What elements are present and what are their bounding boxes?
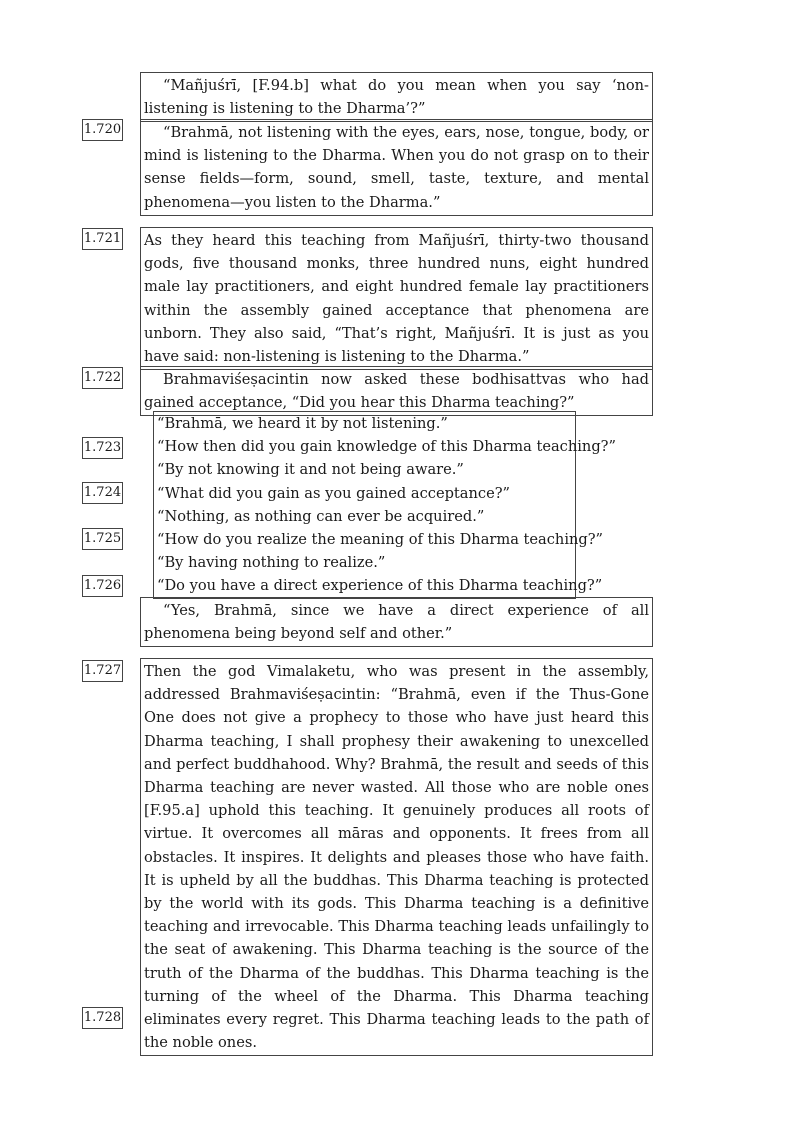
paragraph-number-1720: 1.720 xyxy=(82,119,123,141)
paragraph-text: Then the god Vimalaketu, who was present in the assembly, addressed Brahmaviśeṣacintin: “Brahmā, even if the Thus-Gone One does not give a prophecy to those who have just heard this Dharma teaching, I shall prophesy their awakening to unexcelled and perfect buddhahood. Why? Brahmā, the result and seeds of this Dharma teaching are never wasted. All those who are noble ones [F.95.a] uphold this teaching. It genuinely produces all roots of virtue. It overcomes all māras and opponents. It frees from all obstacles. It inspires. It delights and pleases those who have faith. It is upheld by all the buddhas. This Dharma teaching is protected by the world with its gods. This Dharma teaching is a definitive teaching and irrevocable. This Dharma teaching leads unfailingly to the seat of awakening. This Dharma teaching is the source of the truth of the Dharma of the buddhas. This Dharma teaching is the turning of the wheel of the Dharma. This Dharma teaching eliminates every regret. This Dharma teaching leads to the path of the noble ones. xyxy=(144,663,649,1052)
paragraph-number-1722: 1.722 xyxy=(82,367,123,389)
paragraph-number-1724: 1.724 xyxy=(82,482,123,504)
dialogue-line: “Do you have a direct experience of this Dharma teaching?” xyxy=(157,577,603,595)
dialogue-line: “By having nothing to realize.” xyxy=(157,554,386,572)
paragraph-continued xyxy=(140,72,653,122)
paragraph-text: “Mañjuśrī, [F.94.b] what do you mean when you say ‘non-listening is listening to the Dharma’?” xyxy=(144,77,649,118)
paragraph-number-1728: 1.728 xyxy=(82,1007,123,1029)
paragraph-1720 xyxy=(140,119,653,216)
dialogue-line: “By not knowing it and not being aware.” xyxy=(157,461,464,479)
paragraph-number-1723: 1.723 xyxy=(82,437,123,459)
dialogue-block xyxy=(153,411,616,599)
paragraph-text: “Yes, Brahmā, since we have a direct experience of all phenomena being beyond self and other.” xyxy=(144,602,649,643)
paragraph-text: “Brahmā, not listening with the eyes, ears, nose, tongue, body, or mind is listening to the Dharma. When you do not grasp on to their sense fields—form, sound, smell, taste, texture, and mental phenomena—you listen to the Dharma.” xyxy=(144,124,649,211)
paragraph-1721 xyxy=(140,227,653,370)
dialogue-line: “How then did you gain knowledge of this Dharma teaching?” xyxy=(157,438,616,456)
dialogue-line: “Nothing, as nothing can ever be acquired.” xyxy=(157,507,485,525)
paragraph-number-1727: 1.727 xyxy=(82,660,123,682)
paragraph-number-1726: 1.726 xyxy=(82,575,123,597)
paragraph-text: As they heard this teaching from Mañjuśrī, thirty-two thousand gods, five thousand monks, three hundred nuns, eight hundred male lay practitioners, and eight hundred female lay practitioners within the assembly gained acceptance that phenomena are unborn. They also said, “That’s right, Mañjuśrī. It is just as you have said: non-listening is listening to the Dharma.” xyxy=(144,232,649,366)
dialogue-line: “What did you gain as you gained acceptance?” xyxy=(157,484,510,502)
dialogue-line: “Brahmā, we heard it by not listening.” xyxy=(157,415,448,432)
paragraph-number-1721: 1.721 xyxy=(82,228,123,250)
paragraph-number-1725: 1.725 xyxy=(82,528,123,550)
paragraph-text: Brahmaviśeṣacintin now asked these bodhisattvas who had gained acceptance, “Did you hear this Dharma teaching?” xyxy=(144,371,649,412)
paragraph-1727 xyxy=(140,658,653,1056)
dialogue-line: “How do you realize the meaning of this Dharma teaching?” xyxy=(157,531,604,549)
paragraph-answer xyxy=(140,597,653,647)
paragraph-1722 xyxy=(140,366,653,416)
